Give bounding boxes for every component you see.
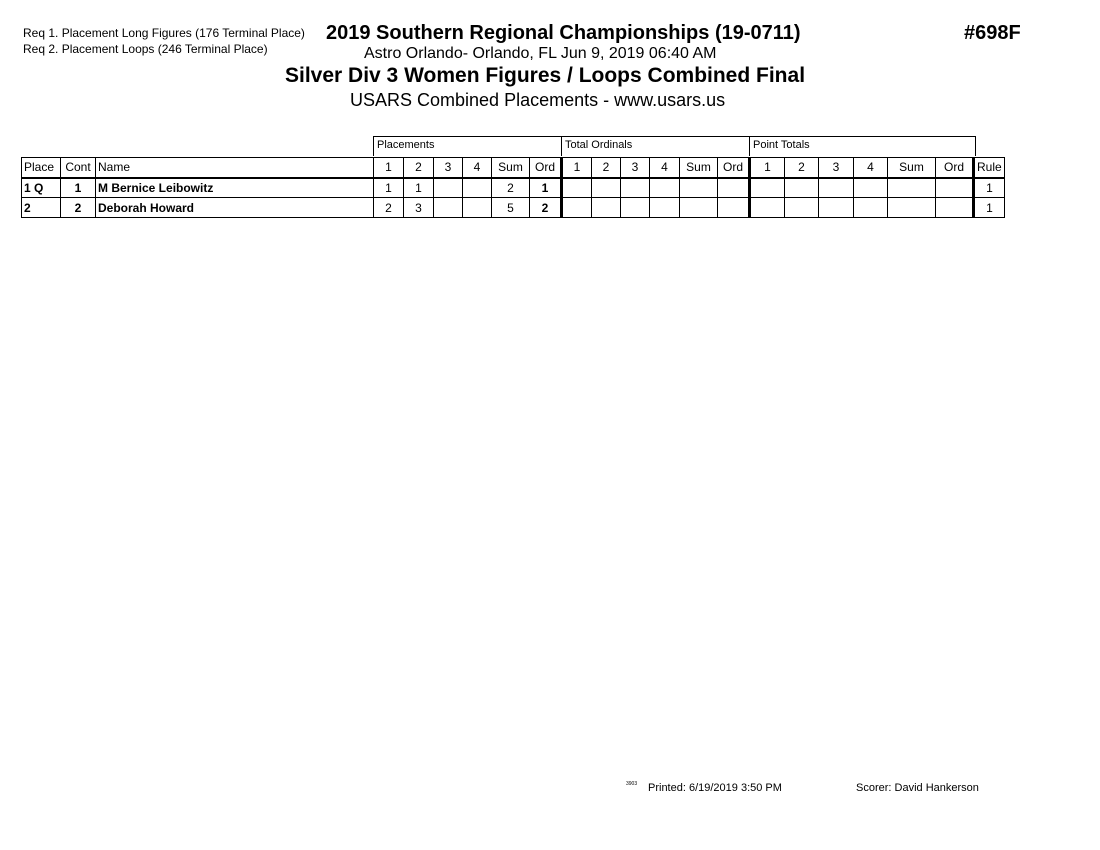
col-place: Place xyxy=(22,158,61,178)
row-placement-2: 3 xyxy=(404,198,434,218)
row-points-ord xyxy=(936,198,974,218)
col-name: Name xyxy=(96,158,374,178)
col-placements-1: 1 xyxy=(374,158,404,178)
row-placement-1: 2 xyxy=(374,198,404,218)
col-ordinals-1: 1 xyxy=(562,158,592,178)
row-points-1 xyxy=(750,178,785,198)
row-ordinal-3 xyxy=(621,198,650,218)
results-table xyxy=(21,157,1005,218)
row-placement-sum: 2 xyxy=(492,178,530,198)
row-rule: 1 xyxy=(974,198,1005,218)
row-place: 2 xyxy=(22,198,61,218)
row-points-2 xyxy=(785,178,819,198)
column-header-row xyxy=(22,158,1005,178)
col-placements-2: 2 xyxy=(404,158,434,178)
row-ordinal-ord xyxy=(718,198,750,218)
row-ordinal-3 xyxy=(621,178,650,198)
row-placement-1: 1 xyxy=(374,178,404,198)
col-ordinals-sum: Sum xyxy=(680,158,718,178)
row-ordinal-2 xyxy=(592,178,621,198)
col-points-1: 1 xyxy=(750,158,785,178)
row-cont: 1 xyxy=(61,178,96,198)
venue-date: Astro Orlando- Orlando, FL Jun 9, 2019 06:40 AM xyxy=(364,45,717,62)
group-total-ordinals: Total Ordinals xyxy=(562,137,750,156)
col-placements-4: 4 xyxy=(463,158,492,178)
col-points-4: 4 xyxy=(854,158,888,178)
group-placements: Placements xyxy=(374,137,562,156)
row-name: M Bernice Leibowitz xyxy=(96,178,374,198)
row-points-ord xyxy=(936,178,974,198)
results-subtitle: USARS Combined Placements - www.usars.us xyxy=(350,90,726,110)
col-cont: Cont xyxy=(61,158,96,178)
requirement-1: Req 1. Placement Long Figures (176 Terminal Place) xyxy=(23,26,305,40)
col-placements-sum: Sum xyxy=(492,158,530,178)
requirement-2: Req 2. Placement Loops (246 Terminal Place) xyxy=(23,42,268,56)
col-points-sum: Sum xyxy=(888,158,936,178)
row-placement-ord: 2 xyxy=(530,198,562,218)
row-placement-3 xyxy=(434,178,463,198)
row-cont: 2 xyxy=(61,198,96,218)
row-rule: 1 xyxy=(974,178,1005,198)
col-ordinals-ord: Ord xyxy=(718,158,750,178)
row-ordinal-1 xyxy=(562,178,592,198)
col-ordinals-4: 4 xyxy=(650,158,680,178)
row-points-4 xyxy=(854,198,888,218)
col-placements-3: 3 xyxy=(434,158,463,178)
row-points-sum xyxy=(888,178,936,198)
row-ordinal-sum xyxy=(680,178,718,198)
col-points-ord: Ord xyxy=(936,158,974,178)
row-placement-4 xyxy=(463,198,492,218)
row-placement-2: 1 xyxy=(404,178,434,198)
row-ordinal-sum xyxy=(680,198,718,218)
document-id: #698F xyxy=(964,22,1021,44)
row-ordinal-2 xyxy=(592,198,621,218)
col-ordinals-3: 3 xyxy=(621,158,650,178)
row-points-2 xyxy=(785,198,819,218)
row-points-4 xyxy=(854,178,888,198)
row-placement-4 xyxy=(463,178,492,198)
row-place: 1 Q xyxy=(22,178,61,198)
row-placement-3 xyxy=(434,198,463,218)
row-points-3 xyxy=(819,198,854,218)
row-placement-ord: 1 xyxy=(530,178,562,198)
printed-date: Printed: 6/19/2019 3:50 PM xyxy=(648,782,782,794)
group-header xyxy=(373,136,976,156)
row-points-sum xyxy=(888,198,936,218)
row-placement-sum: 5 xyxy=(492,198,530,218)
table-row xyxy=(22,178,1005,198)
col-points-3: 3 xyxy=(819,158,854,178)
scorer-name: Scorer: David Hankerson xyxy=(856,782,979,794)
event-title: Silver Div 3 Women Figures / Loops Combined Final xyxy=(285,64,806,87)
row-name: Deborah Howard xyxy=(96,198,374,218)
col-ordinals-2: 2 xyxy=(592,158,621,178)
competition-title: 2019 Southern Regional Championships (19-0711) xyxy=(326,22,801,44)
row-ordinal-4 xyxy=(650,198,680,218)
table-row xyxy=(22,198,1005,218)
col-placements-ord: Ord xyxy=(530,158,562,178)
col-rule: Rule xyxy=(974,158,1005,178)
col-points-2: 2 xyxy=(785,158,819,178)
row-ordinal-4 xyxy=(650,178,680,198)
row-points-1 xyxy=(750,198,785,218)
group-point-totals: Point Totals xyxy=(750,137,976,156)
row-ordinal-ord xyxy=(718,178,750,198)
print-stamp: 3903 xyxy=(626,781,638,787)
row-ordinal-1 xyxy=(562,198,592,218)
row-points-3 xyxy=(819,178,854,198)
